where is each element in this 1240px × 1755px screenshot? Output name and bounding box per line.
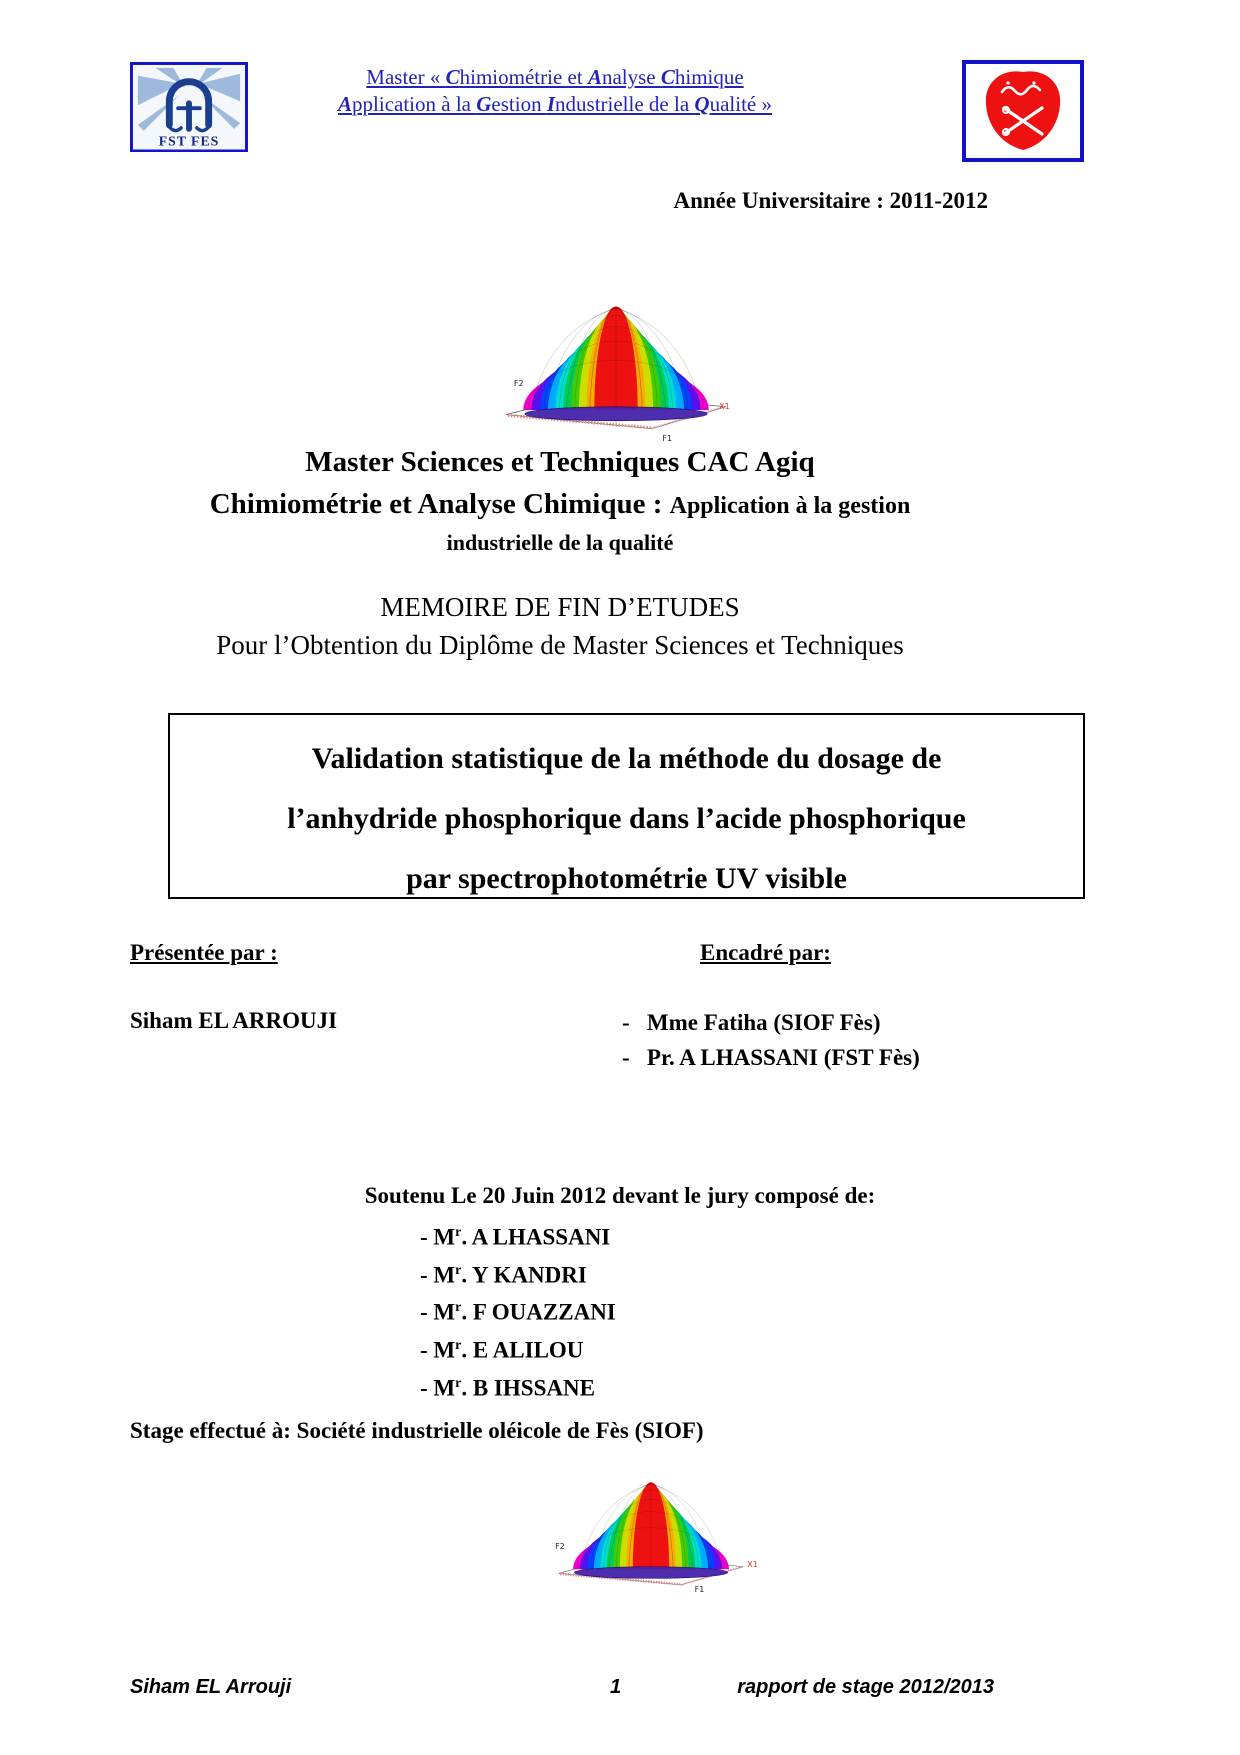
jury-member: - $M^r$. E ALILOU [420,1337,584,1363]
footer-page-number: 1 [610,1676,622,1698]
axis-label-f1: F1 [694,1584,705,1594]
presented-by-label: Présentée par : [130,940,278,965]
footer-report-label: rapport de stage 2012/2013 [737,1676,994,1698]
thesis-title-line3: par spectrophotométrie UV visible [406,862,847,895]
surface-plot-top [500,278,732,446]
supervisor-item: - Mme Fatiha (SIOF Fès) [622,1010,881,1035]
specialty-main: Chimiométrie et Analyse Chimique : [209,488,670,520]
jury-member: - $M^r$. B IHSSANE [420,1375,595,1401]
fst-logo-caption-glyph: FST FES [158,133,220,149]
master-title: Master Sciences et Techniques CAC Agiq [305,446,815,478]
thesis-title-line1: Validation statistique de la méthode du dosage de [311,742,942,775]
specialty-title-line2: industrielle de la qualité [446,530,674,555]
jury-list [420,1216,616,1404]
memoire-heading: MEMOIRE DE FIN D’ETUDES [380,592,740,622]
footer-author: Siham EL Arrouji [130,1676,292,1698]
axis-label-f2: F2 [555,1542,565,1551]
supervisor-list [622,1005,920,1075]
student-name: Siham EL ARROUJI [130,1008,338,1033]
jury-member: - $M^r$. A LHASSANI [420,1224,611,1250]
supervised-by-label: Encadré par: [700,940,831,965]
supervisor-item: - Pr. A LHASSANI (FST Fès) [622,1045,920,1070]
siof-logo [962,60,1084,162]
header-program-line1: Master « Chimiométrie et Analyse Chimique [366,65,744,89]
jury-member: - $M^r$. F OUAZZANI [420,1299,616,1325]
jury-intro: Soutenu Le 20 Juin 2012 devant le jury composé de: [364,1183,876,1208]
obtention-line: Pour l’Obtention du Diplôme de Master Sciences et Techniques [216,630,904,660]
axis-label-f2: F2 [513,378,524,388]
axis-label-x1: X1 [747,1560,758,1570]
jury-member: - $M^r$. Y KANDRI [420,1262,587,1288]
thesis-title-box [168,713,1085,899]
academic-year: Année Universitaire : 2011-2012 [673,188,988,213]
fst-fes-logo [130,62,248,154]
thesis-title-line2: l’anhydride phosphorique dans l’acide phosphorique [287,802,966,835]
header-program-title [255,64,855,118]
surface-plot-bottom [542,1464,760,1594]
specialty-title [60,488,1060,521]
internship-location: Stage effectué à: Société industrielle oléicole de Fès (SIOF) [130,1418,704,1443]
axis-label-x1: X1 [719,402,730,412]
specialty-sub: Application à la gestion [669,493,911,519]
header-program-line2: Application à la Gestion Industrielle de la Qualité » [338,92,772,116]
axis-label-f1: F1 [662,434,673,444]
